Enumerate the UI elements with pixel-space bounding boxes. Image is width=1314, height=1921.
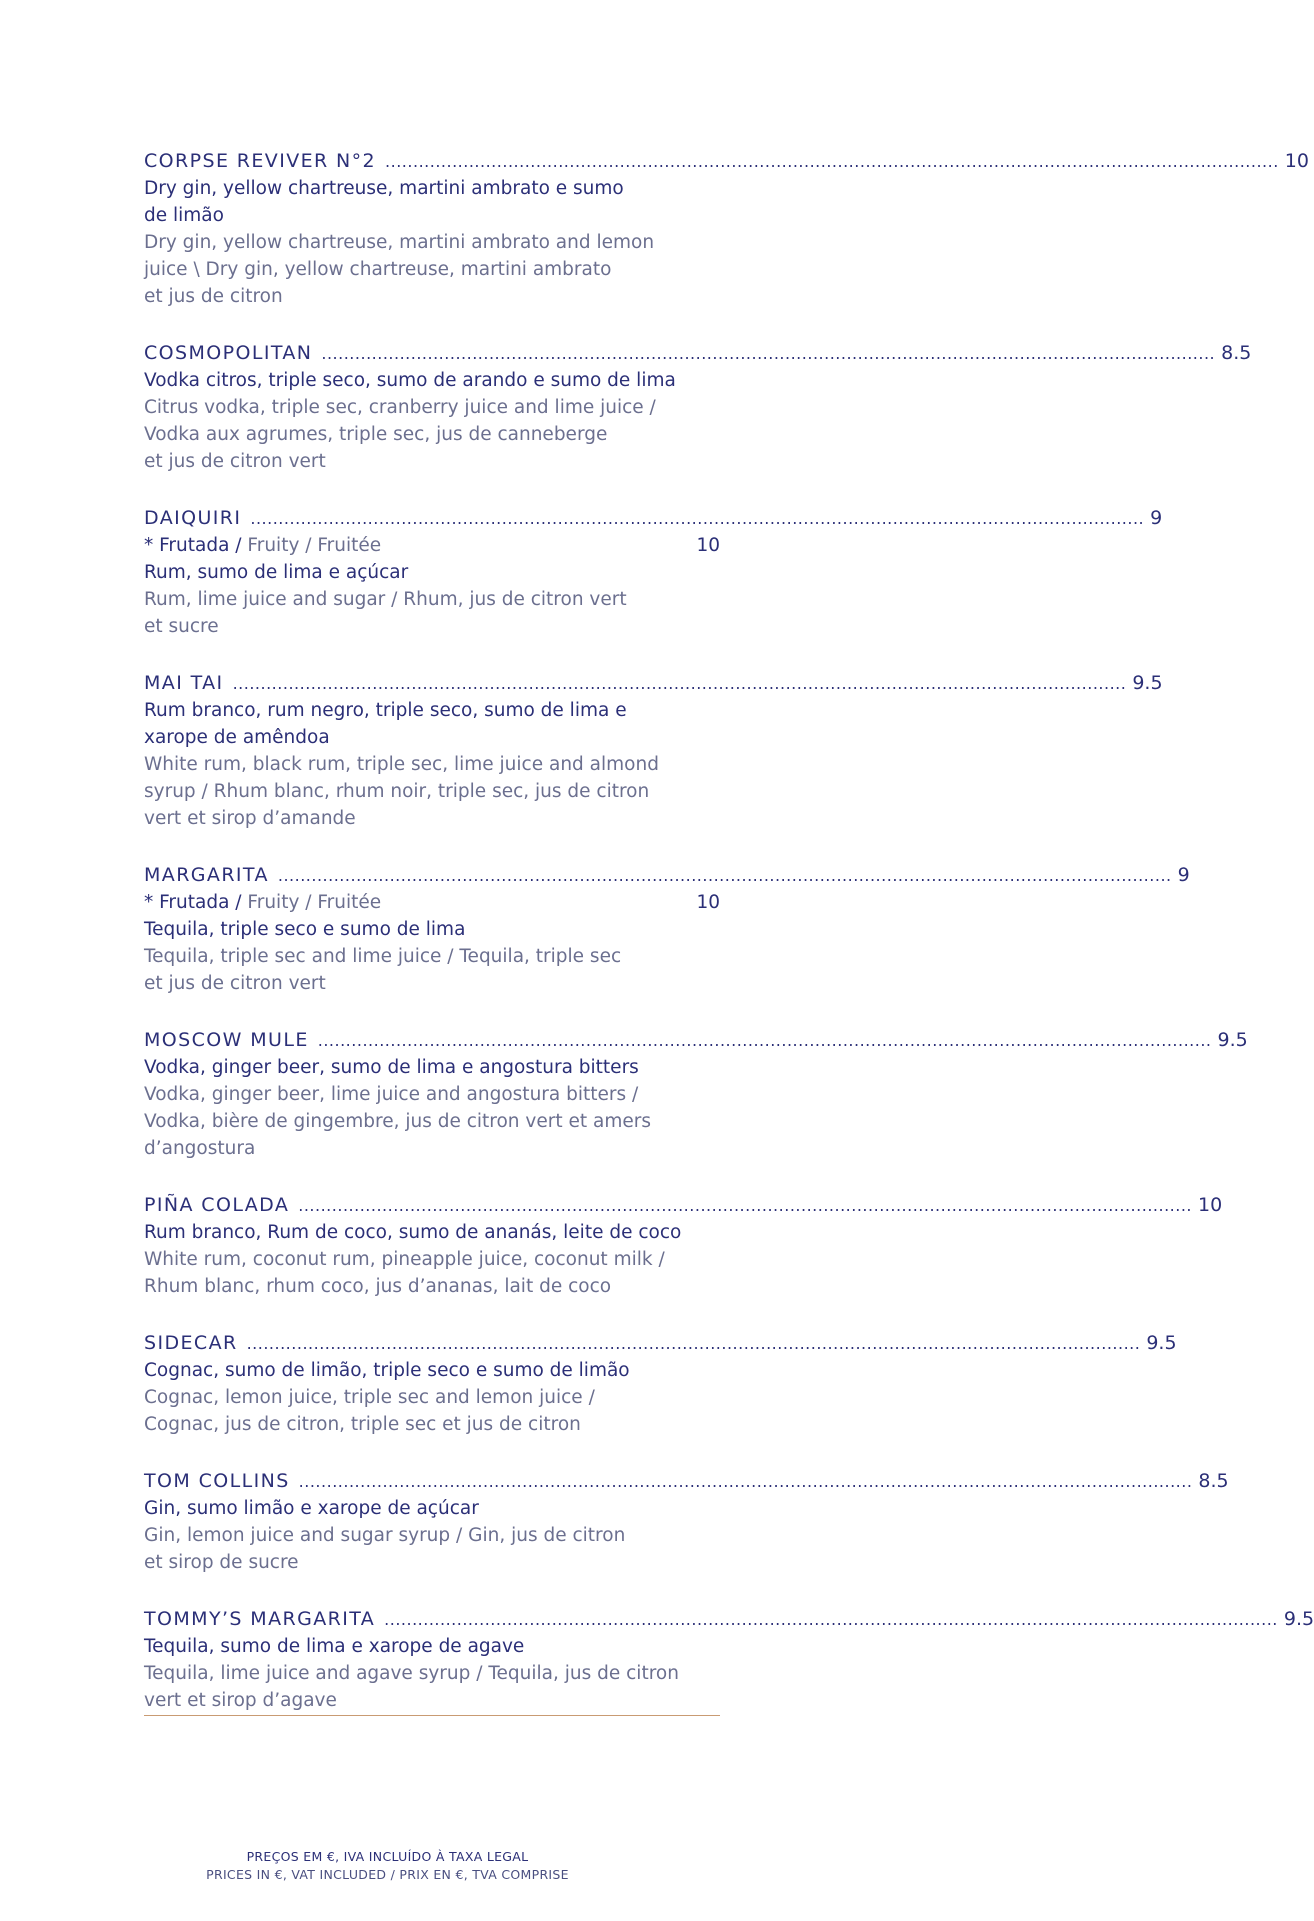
dot-leader: ................................................................................................................................................................ <box>298 1196 1192 1215</box>
dot-leader: ................................................................................................................................................................ <box>246 1334 1141 1353</box>
variant-label-pt: * Frutada / <box>144 535 248 556</box>
ingredients-pt: Cognac, sumo de limão, triple seco e sumo de limão <box>144 1360 630 1381</box>
dot-leader: ................................................................................................................................................................ <box>232 674 1127 693</box>
ingredients-pt: Rum branco, rum negro, triple seco, sumo de lima e xarope de amêndoa <box>144 700 627 748</box>
cocktail-name: COSMOPOLITAN <box>144 342 313 364</box>
ingredients-pt: Tequila, sumo de lima e xarope de agave <box>144 1636 525 1657</box>
menu-item <box>144 862 1190 997</box>
dot-leader: ................................................................................................................................................................ <box>321 344 1216 363</box>
menu-item <box>144 1606 1314 1714</box>
ingredients-pt: Rum branco, Rum de coco, sumo de ananás, leite de coco <box>144 1222 682 1243</box>
cocktail-price: 9 <box>1177 864 1190 886</box>
ingredients-translation: Citrus vodka, triple sec, cranberry juice and lime juice / Vodka aux agrumes, triple sec, jus de canneberge et jus de citron vert <box>144 397 656 472</box>
cocktail-menu <box>144 148 1314 1744</box>
cocktail-price: 9.5 <box>1132 672 1163 694</box>
ingredients-pt: Tequila, triple seco e sumo de lima <box>144 919 466 940</box>
price-footer <box>0 1848 775 1884</box>
cocktail-price: 8.5 <box>1221 342 1252 364</box>
cocktail-name: MOSCOW MULE <box>144 1029 309 1051</box>
cocktail-name: MAI TAI <box>144 672 224 694</box>
ingredients-translation: Gin, lemon juice and sugar syrup / Gin, jus de citron et sirop de sucre <box>144 1525 626 1573</box>
ingredients-pt: Dry gin, yellow chartreuse, martini ambrato e sumo de limão <box>144 178 624 226</box>
fruity-variant-row <box>144 532 720 559</box>
cocktail-name: DAIQUIRI <box>144 507 242 529</box>
cocktail-price: 9.5 <box>1283 1608 1314 1630</box>
variant-label <box>144 889 381 916</box>
cocktail-price: 9.5 <box>1146 1332 1177 1354</box>
menu-item <box>144 1468 1229 1576</box>
menu-item-title-row <box>144 862 1190 889</box>
variant-price: 10 <box>696 535 720 556</box>
ingredients-pt: Vodka citros, triple seco, sumo de arando e sumo de lima <box>144 370 676 391</box>
menu-item <box>144 148 1309 310</box>
menu-divider <box>144 1715 720 1716</box>
variant-label-translation: Fruity / Fruitée <box>247 535 382 556</box>
variant-price: 10 <box>696 892 720 913</box>
cocktail-name: TOM COLLINS <box>144 1470 290 1492</box>
cocktail-name: SIDECAR <box>144 1332 238 1354</box>
menu-item-title-row <box>144 1192 1223 1219</box>
dot-leader: ................................................................................................................................................................ <box>250 509 1145 528</box>
fruity-variant-row <box>144 889 720 916</box>
footer-line-en-fr: PRICES IN €, VAT INCLUDED / PRIX EN €, TVA COMPRISE <box>206 1867 569 1882</box>
cocktail-price: 9 <box>1150 507 1163 529</box>
ingredients-pt: Vodka, ginger beer, sumo de lima e angostura bitters <box>144 1057 639 1078</box>
ingredients-translation: Tequila, triple sec and lime juice / Tequila, triple sec et jus de citron vert <box>144 946 622 994</box>
footer-line-pt: PREÇOS EM €, IVA INCLUÍDO À TAXA LEGAL <box>246 1849 529 1864</box>
menu-item <box>144 1027 1248 1162</box>
cocktail-name: CORPSE REVIVER N°2 <box>144 150 377 172</box>
menu-item-title-row <box>144 1330 1177 1357</box>
menu-item <box>144 1192 1223 1300</box>
variant-label-translation: Fruity / Fruitée <box>247 892 382 913</box>
cocktail-name: TOMMY’S MARGARITA <box>144 1608 376 1630</box>
ingredients-translation: Dry gin, yellow chartreuse, martini ambrato and lemon juice \ Dry gin, yellow chartreuse, martini ambrato et jus de citron <box>144 232 655 307</box>
menu-item-title-row <box>144 670 1163 697</box>
dot-leader: ................................................................................................................................................................ <box>298 1472 1193 1491</box>
ingredients-translation: Vodka, ginger beer, lime juice and angostura bitters / Vodka, bière de gingembre, jus de citron vert et amers d’angostura <box>144 1084 651 1159</box>
variant-label-pt: * Frutada / <box>144 892 248 913</box>
cocktail-price: 9.5 <box>1217 1029 1248 1051</box>
menu-item <box>144 670 1163 832</box>
menu-item-title-row <box>144 1027 1248 1054</box>
ingredients-translation: Cognac, lemon juice, triple sec and lemon juice / Cognac, jus de citron, triple sec et jus de citron <box>144 1387 595 1435</box>
dot-leader: ................................................................................................................................................................ <box>277 866 1172 885</box>
variant-label <box>144 532 381 559</box>
menu-item <box>144 1330 1177 1438</box>
menu-item-title-row <box>144 505 1163 532</box>
ingredients-translation: White rum, black rum, triple sec, lime juice and almond syrup / Rhum blanc, rhum noir, triple sec, jus de citron vert et sirop d’amande <box>144 754 659 829</box>
ingredients-translation: White rum, coconut rum, pineapple juice, coconut milk / Rhum blanc, rhum coco, jus d’ananas, lait de coco <box>144 1249 665 1297</box>
dot-leader: ................................................................................................................................................................ <box>385 152 1279 171</box>
ingredients-translation: Rum, lime juice and sugar / Rhum, jus de citron vert et sucre <box>144 589 627 637</box>
menu-item-title-row <box>144 340 1252 367</box>
menu-item <box>144 340 1252 475</box>
menu-item <box>144 505 1163 640</box>
ingredients-pt: Gin, sumo limão e xarope de açúcar <box>144 1498 479 1519</box>
ingredients-translation: Tequila, lime juice and agave syrup / Tequila, jus de citron vert et sirop d’agave <box>144 1663 679 1711</box>
menu-item-title-row <box>144 148 1309 175</box>
menu-item-title-row <box>144 1468 1229 1495</box>
cocktail-name: PIÑA COLADA <box>144 1194 290 1216</box>
dot-leader: ................................................................................................................................................................ <box>317 1031 1212 1050</box>
cocktail-price: 10 <box>1284 150 1309 172</box>
cocktail-price: 10 <box>1198 1194 1223 1216</box>
ingredients-pt: Rum, sumo de lima e açúcar <box>144 562 409 583</box>
dot-leader: ................................................................................................................................................................ <box>384 1610 1278 1629</box>
cocktail-name: MARGARITA <box>144 864 269 886</box>
cocktail-price: 8.5 <box>1198 1470 1229 1492</box>
menu-item-title-row <box>144 1606 1314 1633</box>
